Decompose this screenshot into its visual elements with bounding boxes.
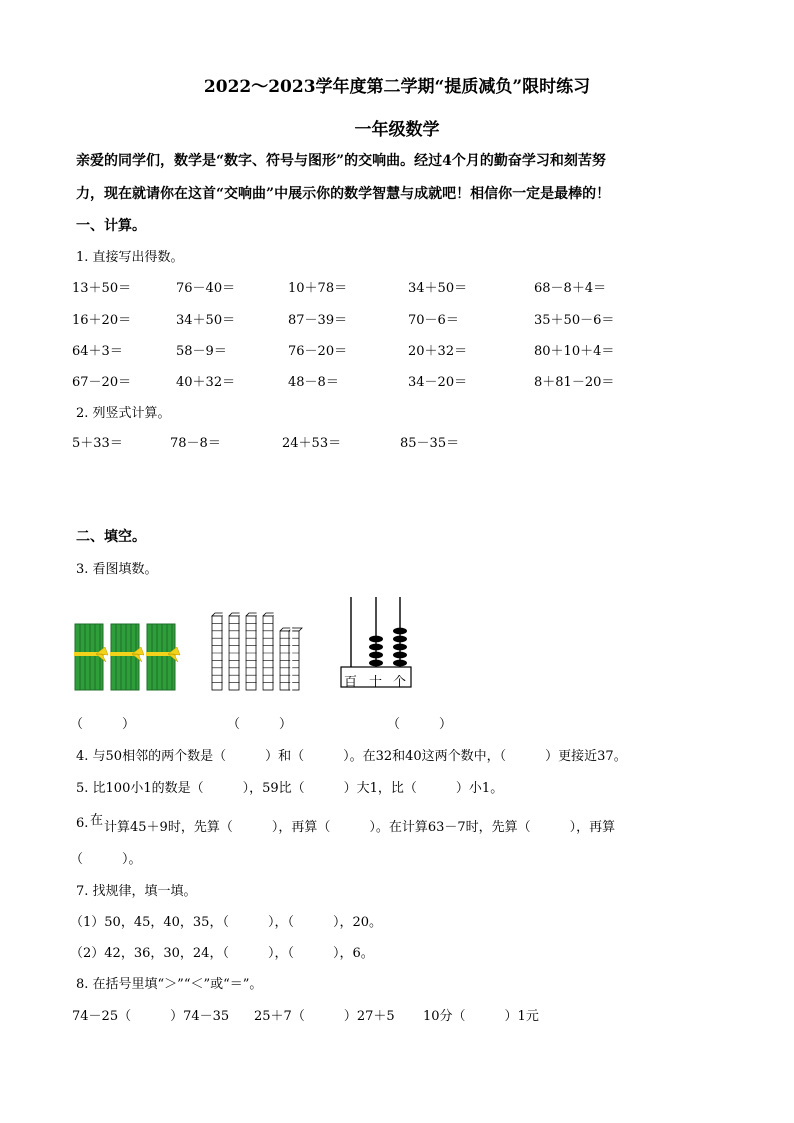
- section-2-heading: 二、填空。: [76, 529, 146, 545]
- q1-item: 35＋50－6＝: [534, 313, 615, 328]
- q1-item: 34＋50＝: [176, 313, 236, 328]
- q1-item: 34－20＝: [408, 375, 468, 390]
- q1-item: 13＋50＝: [72, 281, 132, 296]
- abacus-label-ones: 个: [393, 675, 407, 690]
- q8-label: 8. 在括号里填“＞”“＜”或“＝”。: [76, 977, 263, 992]
- q5-text: 5. 比100小1的数是（ ），59比（ ）大1，比（ ）小1。: [76, 781, 504, 796]
- q3-label: 3. 看图填数。: [76, 562, 158, 577]
- stick-bundle: [74, 624, 108, 690]
- q8-item: 74－25（ ）74－35: [72, 1009, 230, 1024]
- q1-item: 48－8＝: [288, 375, 339, 390]
- cube-columns-figure: [210, 612, 305, 692]
- abacus-beads-ones: [393, 628, 407, 667]
- page-title: 2022～2023学年度第二学期“提质减负”限时练习: [203, 77, 591, 97]
- q1-item: 58－9＝: [176, 344, 227, 359]
- q7-label: 7. 找规律，填一填。: [76, 884, 197, 899]
- q1-item: 68－8＋4＝: [534, 281, 607, 296]
- q1-item: 76－40＝: [176, 281, 236, 296]
- q3-answer-blank[interactable]: （ ）: [227, 717, 293, 732]
- q1-item: 64＋3＝: [72, 344, 123, 359]
- q1-item: 8＋81－20＝: [534, 375, 615, 390]
- q7-line-1: （1）50，45，40，35，（ ），（ ），20。: [70, 915, 382, 930]
- q3-answer-blank[interactable]: （ ）: [70, 717, 136, 732]
- q8-item: 10分（ ）1元: [423, 1009, 539, 1024]
- q1-label: 1. 直接写出得数。: [76, 250, 184, 265]
- q1-item: 20＋32＝: [408, 344, 468, 359]
- q3-answer-blank[interactable]: （ ）: [387, 717, 453, 732]
- q7-line-2: （2）42，36，30，24，（ ），（ ），6。: [70, 946, 374, 961]
- intro-line-1: 亲爱的同学们，数学是“数字、符号与图形”的交响曲。经过4个月的勤奋学习和刻苦努: [76, 153, 606, 169]
- q1-item: 70－6＝: [408, 313, 459, 328]
- q6-superscript: 在: [90, 813, 104, 828]
- q2-item: 85－35＝: [400, 436, 460, 451]
- q1-item: 87－39＝: [288, 313, 348, 328]
- abacus-label-tens: 十: [369, 675, 383, 690]
- page-subtitle: 一年级数学: [354, 120, 440, 140]
- q6-line-1: 计算45＋9时，先算（ ），再算（ ）。在计算63－7时，先算（ ），再算: [104, 820, 616, 835]
- q2-item: 5＋33＝: [72, 436, 123, 451]
- q1-item: 40＋32＝: [176, 375, 236, 390]
- q8-item: 25＋7（ ）27＋5: [254, 1009, 395, 1024]
- section-1-heading: 一、计算。: [76, 218, 146, 234]
- q4-text: 4. 与50相邻的两个数是（ ）和（ ）。在32和40这两个数中，（ ）更接近37。: [76, 749, 627, 764]
- q1-item: 10＋78＝: [288, 281, 348, 296]
- q2-item: 24＋53＝: [282, 436, 342, 451]
- q1-item: 34＋50＝: [408, 281, 468, 296]
- stick-bundles-figure: [72, 620, 182, 695]
- stick-bundle: [110, 624, 144, 690]
- q1-item: 16＋20＝: [72, 313, 132, 328]
- q6-number: 6.: [76, 816, 89, 831]
- q6-line-2: （ ）。: [70, 852, 142, 867]
- q1-item: 67－20＝: [72, 375, 132, 390]
- q1-item: 80＋10＋4＝: [534, 344, 615, 359]
- stick-bundle: [146, 624, 180, 690]
- abacus-label-hundreds: 百: [344, 675, 358, 690]
- q2-item: 78－8＝: [170, 436, 221, 451]
- q1-item: 76－20＝: [288, 344, 348, 359]
- intro-line-2: 力，现在就请你在这首“交响曲”中展示你的数学智慧与成就吧！相信你一定是最棒的！: [76, 186, 611, 202]
- q2-label: 2. 列竖式计算。: [76, 406, 171, 421]
